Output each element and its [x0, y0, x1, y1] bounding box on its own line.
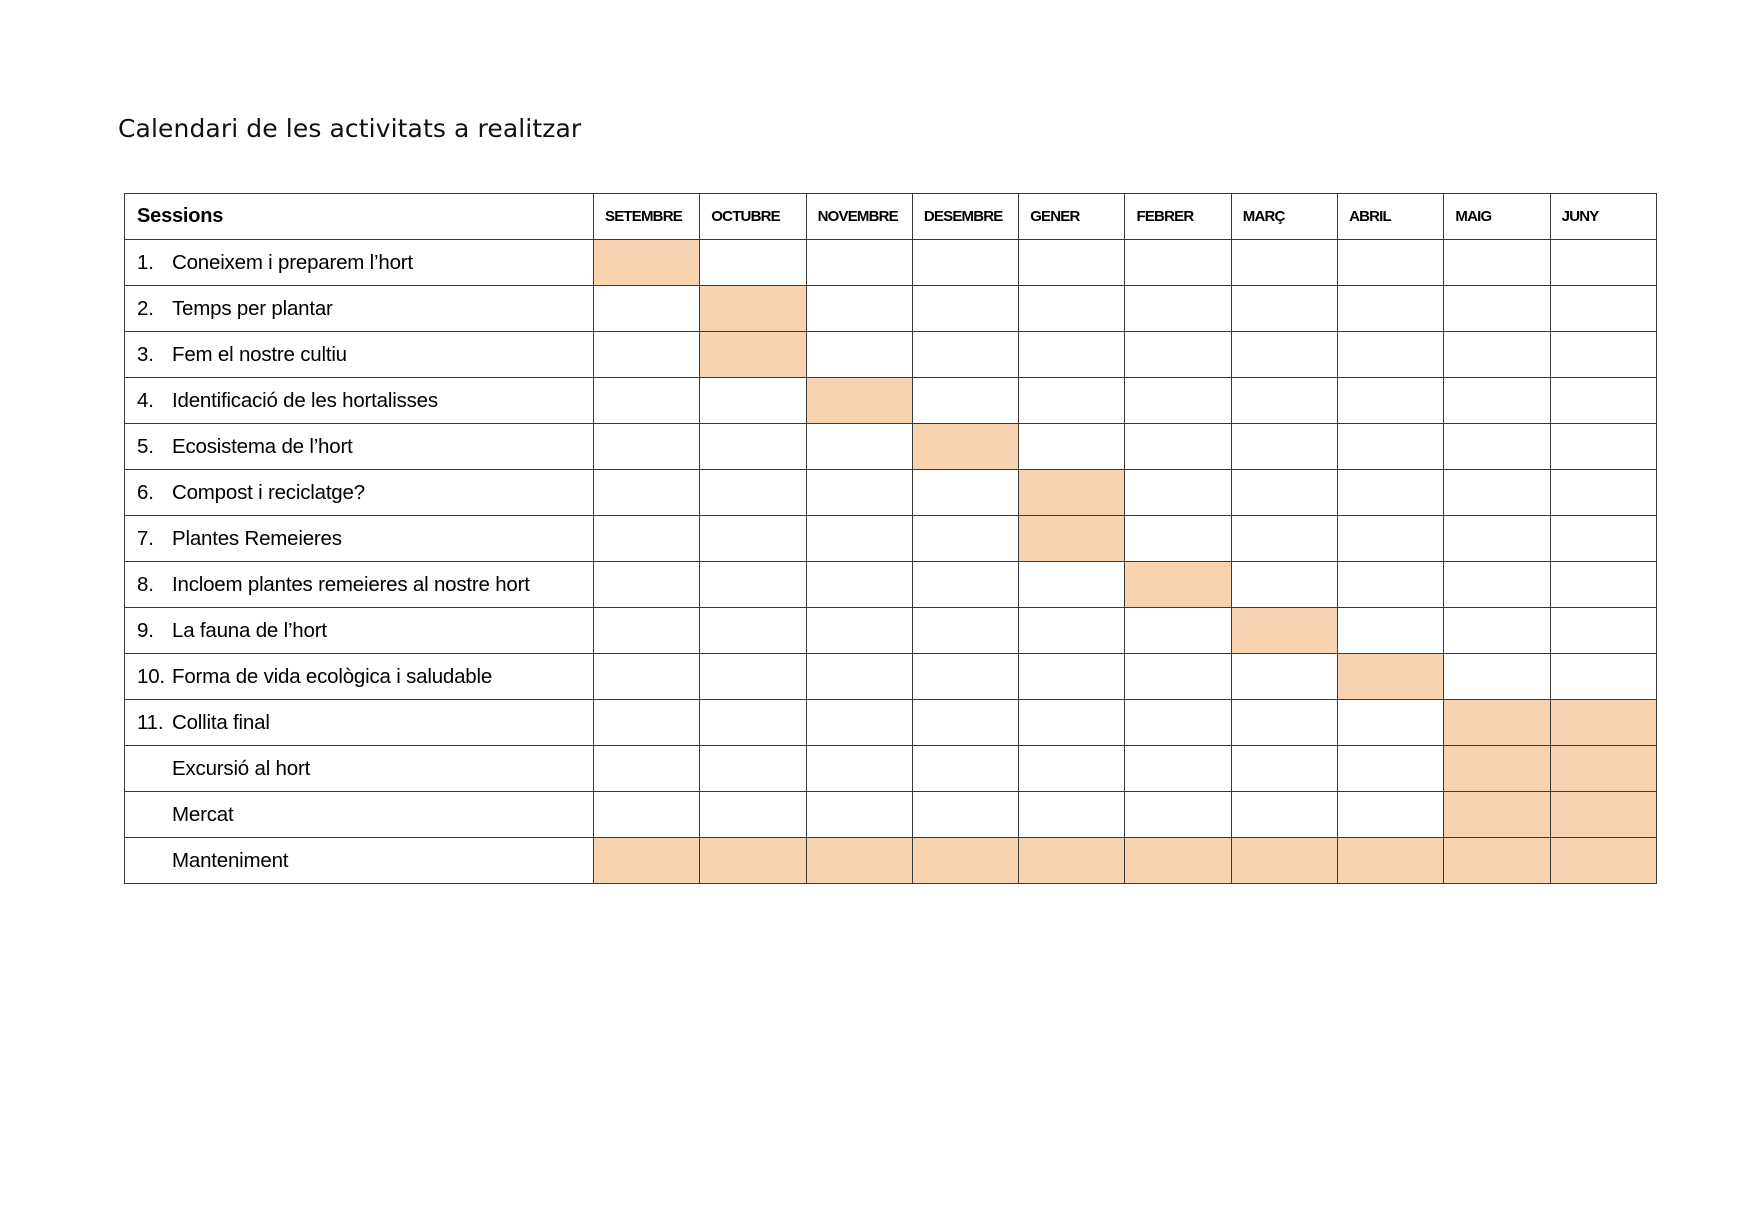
table-row — [125, 516, 1657, 562]
empty-month-cell — [1231, 332, 1337, 378]
empty-month-cell — [1125, 654, 1231, 700]
header-month-4: GENER — [1019, 194, 1125, 240]
empty-month-cell — [1550, 286, 1656, 332]
session-cell — [125, 516, 594, 562]
session-cell — [125, 378, 594, 424]
table-row — [125, 378, 1657, 424]
session-cell — [125, 286, 594, 332]
scheduled-month-cell — [1019, 470, 1125, 516]
empty-month-cell — [912, 286, 1018, 332]
scheduled-month-cell — [912, 424, 1018, 470]
scheduled-month-cell — [806, 838, 912, 884]
header-month-6: MARÇ — [1231, 194, 1337, 240]
empty-month-cell — [700, 792, 806, 838]
empty-month-cell — [1550, 562, 1656, 608]
session-cell — [125, 700, 594, 746]
empty-month-cell — [806, 470, 912, 516]
session-number: 5. — [137, 434, 154, 458]
scheduled-month-cell — [1125, 838, 1231, 884]
empty-month-cell — [806, 286, 912, 332]
header-month-7: ABRIL — [1338, 194, 1444, 240]
scheduled-month-cell — [700, 286, 806, 332]
empty-month-cell — [1019, 378, 1125, 424]
empty-month-cell — [1550, 332, 1656, 378]
scheduled-month-cell — [1019, 516, 1125, 562]
scheduled-month-cell — [1550, 746, 1656, 792]
empty-month-cell — [1338, 378, 1444, 424]
empty-month-cell — [1019, 562, 1125, 608]
empty-month-cell — [1019, 792, 1125, 838]
empty-month-cell — [1338, 792, 1444, 838]
table-row — [125, 240, 1657, 286]
header-month-8: MAIG — [1444, 194, 1550, 240]
empty-month-cell — [1019, 332, 1125, 378]
empty-month-cell — [700, 470, 806, 516]
empty-month-cell — [1444, 516, 1550, 562]
empty-month-cell — [912, 700, 1018, 746]
empty-month-cell — [700, 608, 806, 654]
session-number: 7. — [137, 526, 154, 550]
empty-month-cell — [594, 470, 700, 516]
session-cell — [125, 654, 594, 700]
empty-month-cell — [1019, 424, 1125, 470]
scheduled-month-cell — [1550, 792, 1656, 838]
empty-month-cell — [1125, 470, 1231, 516]
empty-month-cell — [1125, 700, 1231, 746]
empty-month-cell — [594, 608, 700, 654]
empty-month-cell — [1338, 470, 1444, 516]
session-label: Excursió al hort — [172, 756, 311, 780]
table-row — [125, 700, 1657, 746]
empty-month-cell — [1444, 424, 1550, 470]
empty-month-cell — [1125, 424, 1231, 470]
empty-month-cell — [1444, 608, 1550, 654]
session-number: 1. — [137, 250, 154, 274]
empty-month-cell — [1550, 516, 1656, 562]
session-cell — [125, 470, 594, 516]
scheduled-month-cell — [1231, 608, 1337, 654]
session-label: Mercat — [172, 802, 234, 826]
header-month-3: DESEMBRE — [912, 194, 1018, 240]
empty-month-cell — [806, 424, 912, 470]
table-row — [125, 792, 1657, 838]
scheduled-month-cell — [912, 838, 1018, 884]
empty-month-cell — [1231, 700, 1337, 746]
scheduled-month-cell — [1019, 838, 1125, 884]
scheduled-month-cell — [1550, 700, 1656, 746]
session-number: 3. — [137, 342, 154, 366]
empty-month-cell — [1231, 286, 1337, 332]
empty-month-cell — [806, 562, 912, 608]
empty-month-cell — [1125, 286, 1231, 332]
table-row — [125, 332, 1657, 378]
session-cell — [125, 332, 594, 378]
header-month-1: OCTUBRE — [700, 194, 806, 240]
session-cell — [125, 562, 594, 608]
scheduled-month-cell — [594, 838, 700, 884]
empty-month-cell — [912, 746, 1018, 792]
empty-month-cell — [1338, 424, 1444, 470]
session-label: Temps per plantar — [172, 296, 333, 320]
empty-month-cell — [1125, 516, 1231, 562]
scheduled-month-cell — [1444, 838, 1550, 884]
empty-month-cell — [1338, 700, 1444, 746]
empty-month-cell — [912, 470, 1018, 516]
empty-month-cell — [1019, 746, 1125, 792]
empty-month-cell — [1231, 470, 1337, 516]
empty-month-cell — [912, 792, 1018, 838]
empty-month-cell — [1125, 240, 1231, 286]
scheduled-month-cell — [806, 378, 912, 424]
empty-month-cell — [594, 700, 700, 746]
scheduled-month-cell — [1231, 838, 1337, 884]
empty-month-cell — [1125, 608, 1231, 654]
empty-month-cell — [1338, 746, 1444, 792]
empty-month-cell — [594, 654, 700, 700]
empty-month-cell — [806, 516, 912, 562]
session-label: Identificació de les hortalisses — [172, 388, 438, 412]
empty-month-cell — [1444, 562, 1550, 608]
empty-month-cell — [806, 700, 912, 746]
session-label: La fauna de l’hort — [172, 618, 327, 642]
empty-month-cell — [1550, 470, 1656, 516]
session-cell — [125, 240, 594, 286]
empty-month-cell — [1231, 424, 1337, 470]
empty-month-cell — [1019, 700, 1125, 746]
session-number: 10. — [137, 664, 165, 688]
table-row — [125, 562, 1657, 608]
scheduled-month-cell — [594, 240, 700, 286]
empty-month-cell — [1444, 240, 1550, 286]
empty-month-cell — [912, 608, 1018, 654]
session-cell — [125, 746, 594, 792]
empty-month-cell — [700, 240, 806, 286]
empty-month-cell — [1444, 332, 1550, 378]
header-row — [125, 194, 1657, 240]
scheduled-month-cell — [1125, 562, 1231, 608]
empty-month-cell — [700, 654, 806, 700]
session-cell — [125, 424, 594, 470]
empty-month-cell — [1019, 286, 1125, 332]
table-row — [125, 286, 1657, 332]
empty-month-cell — [1444, 378, 1550, 424]
empty-month-cell — [1338, 608, 1444, 654]
empty-month-cell — [1125, 746, 1231, 792]
empty-month-cell — [1125, 332, 1231, 378]
empty-month-cell — [912, 332, 1018, 378]
empty-month-cell — [1550, 240, 1656, 286]
empty-month-cell — [1231, 792, 1337, 838]
empty-month-cell — [594, 332, 700, 378]
empty-month-cell — [1338, 240, 1444, 286]
session-label: Fem el nostre cultiu — [172, 342, 347, 366]
empty-month-cell — [1550, 424, 1656, 470]
empty-month-cell — [1338, 516, 1444, 562]
session-label: Plantes Remeieres — [172, 526, 342, 550]
session-label: Manteniment — [172, 848, 289, 872]
session-cell — [125, 792, 594, 838]
empty-month-cell — [1231, 516, 1337, 562]
table-row — [125, 654, 1657, 700]
schedule-body — [125, 240, 1657, 884]
session-label: Coneixem i preparem l’hort — [172, 250, 413, 274]
session-label: Forma de vida ecològica i saludable — [172, 664, 493, 688]
empty-month-cell — [594, 424, 700, 470]
empty-month-cell — [1231, 240, 1337, 286]
header-month-9: JUNY — [1550, 194, 1656, 240]
session-label: Collita final — [172, 710, 270, 734]
empty-month-cell — [1231, 562, 1337, 608]
empty-month-cell — [1019, 654, 1125, 700]
table-row — [125, 424, 1657, 470]
empty-month-cell — [912, 654, 1018, 700]
header-sessions: Sessions — [125, 194, 594, 240]
empty-month-cell — [1550, 608, 1656, 654]
session-number: 6. — [137, 480, 154, 504]
scheduled-month-cell — [1550, 838, 1656, 884]
empty-month-cell — [1231, 746, 1337, 792]
empty-month-cell — [1444, 286, 1550, 332]
empty-month-cell — [806, 332, 912, 378]
empty-month-cell — [806, 654, 912, 700]
empty-month-cell — [1338, 332, 1444, 378]
empty-month-cell — [1444, 654, 1550, 700]
empty-month-cell — [1125, 378, 1231, 424]
scheduled-month-cell — [1338, 654, 1444, 700]
empty-month-cell — [1338, 562, 1444, 608]
empty-month-cell — [1444, 470, 1550, 516]
empty-month-cell — [700, 516, 806, 562]
empty-month-cell — [700, 700, 806, 746]
empty-month-cell — [594, 792, 700, 838]
scheduled-month-cell — [1338, 838, 1444, 884]
empty-month-cell — [594, 562, 700, 608]
empty-month-cell — [1550, 378, 1656, 424]
empty-month-cell — [1550, 654, 1656, 700]
session-number: 4. — [137, 388, 154, 412]
session-cell — [125, 608, 594, 654]
session-number: 11. — [137, 710, 164, 734]
empty-month-cell — [912, 240, 1018, 286]
session-number: 8. — [137, 572, 154, 596]
empty-month-cell — [594, 378, 700, 424]
empty-month-cell — [806, 608, 912, 654]
empty-month-cell — [1231, 378, 1337, 424]
empty-month-cell — [700, 746, 806, 792]
session-number: 2. — [137, 296, 154, 320]
empty-month-cell — [912, 378, 1018, 424]
scheduled-month-cell — [1444, 746, 1550, 792]
session-label: Ecosistema de l’hort — [172, 434, 353, 458]
table-row — [125, 746, 1657, 792]
empty-month-cell — [1019, 608, 1125, 654]
empty-month-cell — [1338, 286, 1444, 332]
table-row — [125, 470, 1657, 516]
empty-month-cell — [806, 792, 912, 838]
empty-month-cell — [700, 562, 806, 608]
empty-month-cell — [594, 286, 700, 332]
session-number: 9. — [137, 618, 154, 642]
header-month-5: FEBRER — [1125, 194, 1231, 240]
empty-month-cell — [700, 378, 806, 424]
empty-month-cell — [806, 746, 912, 792]
empty-month-cell — [594, 516, 700, 562]
empty-month-cell — [1125, 792, 1231, 838]
empty-month-cell — [594, 746, 700, 792]
session-cell — [125, 838, 594, 884]
scheduled-month-cell — [700, 838, 806, 884]
empty-month-cell — [700, 424, 806, 470]
scheduled-month-cell — [700, 332, 806, 378]
empty-month-cell — [912, 562, 1018, 608]
scheduled-month-cell — [1444, 792, 1550, 838]
document-title: Calendari de les activitats a realitzar — [118, 114, 582, 143]
empty-month-cell — [912, 516, 1018, 562]
empty-month-cell — [1231, 654, 1337, 700]
header-month-2: NOVEMBRE — [806, 194, 912, 240]
activity-schedule-table — [124, 193, 1657, 884]
scheduled-month-cell — [1444, 700, 1550, 746]
empty-month-cell — [1019, 240, 1125, 286]
table-row — [125, 608, 1657, 654]
session-label: Compost i reciclatge? — [172, 480, 365, 504]
table-row — [125, 838, 1657, 884]
empty-month-cell — [806, 240, 912, 286]
session-label: Incloem plantes remeieres al nostre hort — [172, 572, 530, 596]
header-month-0: SETEMBRE — [594, 194, 700, 240]
